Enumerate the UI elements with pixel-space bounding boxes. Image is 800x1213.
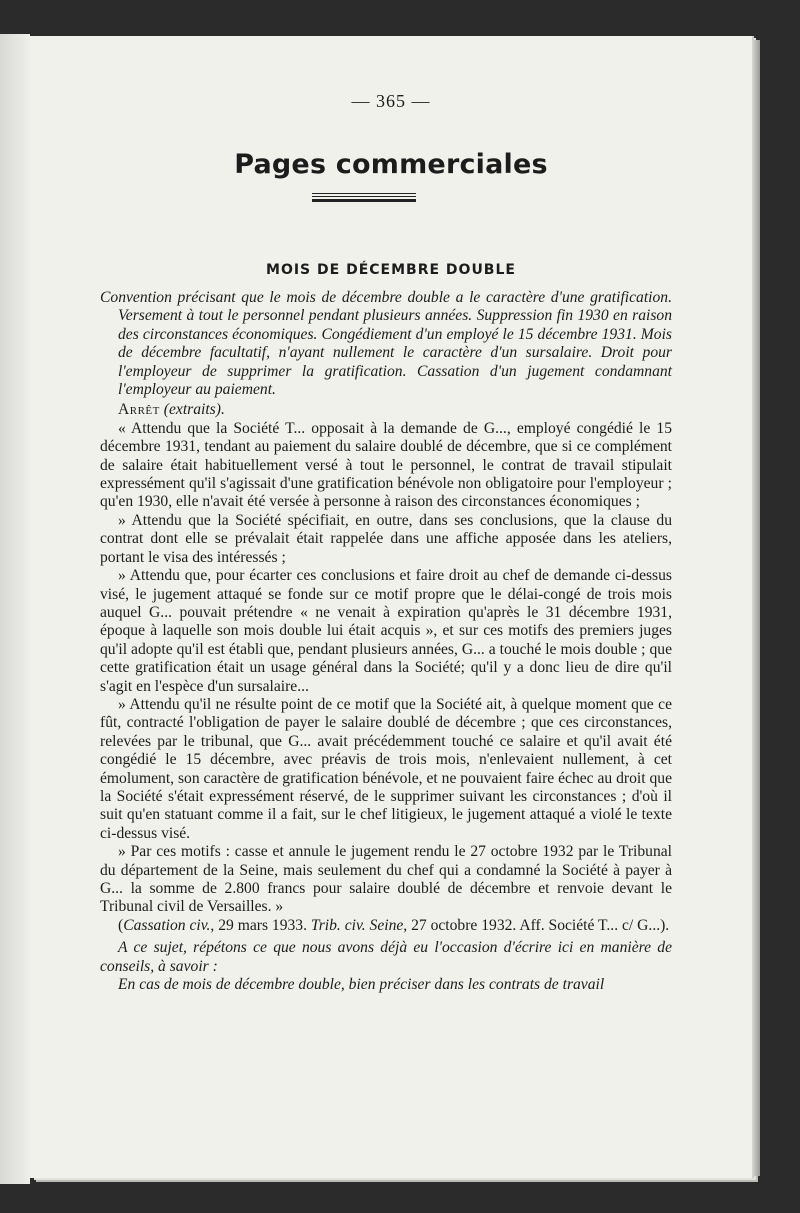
body-paragraph: » Attendu qu'il ne résulte point de ce motif que la Société ait, à quelque moment que ce fût, contracté l'obligation de payer le salaire doublé de décembre ; que ces circonstances, relevées par le tribunal, que G... avait précédemment touché ce salaire et qu'il avait été congédié le 15 décembre, avec préavis de trois mois, n'enlevaient nullement, à cet émolument, son caractère de gratification bénévole, et ne pouvaient faire échec au droit que la Société s'était expressément réservé, de le supprimer suivant les circonstances ; d'où il suit qu'en statuant comme il a fait, sur le chef litigieux, le jugement attaqué a violé le texte ci-dessus visé.	[100, 695, 672, 842]
body-paragraph: » Attendu que la Société spécifiait, en outre, dans ses conclusions, que la clause du contrat dont elle se prévalait était rappelée dans une affiche apposée dans les ateliers, portant le visa des intéressés ;	[100, 511, 672, 566]
document-page	[30, 36, 752, 1178]
arret-line	[100, 401, 672, 419]
title-rule	[312, 193, 416, 202]
arret-label: Arrêt	[118, 401, 160, 419]
facing-page-edge	[0, 34, 30, 1184]
citation: (Cassation civ., 29 mars 1933. Trib. civ. Seine, 27 octobre 1932. Aff. Société T... c/ G...).	[118, 916, 670, 934]
body-paragraph: « Attendu que la Société T... opposait à la demande de G..., employé congédié le 15 décembre 1931, tendant au paiement du salaire doublé de décembre, que si ce complément de salaire était habituellement versé à tout le personnel, le contrat de travail stipulait expressément qu'il s'agissait d'une gratification bénévole non obligatoire pour l'employeur ; qu'en 1930, elle n'avait été versée à personne à raison des circonstances économiques ;	[100, 419, 672, 511]
summary-paragraph: Convention précisant que le mois de décembre double a le caractère d'une gratification. Versement à tout le personnel pendant plusieurs années. Suppression fin 1930 en raison des circonstances économiques. Congédiement d'un employé le 15 décembre 1931. Mois de décembre facultatif, n'ayant nullement le caractère d'un sursalaire. Droit pour l'employeur de supprimer la gratification. Cassation d'un jugement condamnant l'employeur au paiement.	[100, 289, 672, 399]
page-stack-edge	[752, 40, 760, 1176]
section-heading: MOIS DE DÉCEMBRE DOUBLE	[266, 262, 516, 278]
body-paragraph: » Par ces motifs : casse et annule le jugement rendu le 27 octobre 1932 par le Tribunal du département de la Seine, mais seulement du chef qui a condamné la Société à payer à G... la somme de 2.800 francs pour salaire doublé de décembre et renvoie devant le Tribunal civil de Versailles. »	[100, 843, 672, 916]
citation-court-1: Cassation civ.	[123, 916, 211, 934]
citation-date-1: , 29 mars 1933.	[210, 916, 311, 934]
citation-rest: , 27 octobre 1932. Aff. Société T... c/ G...).	[403, 916, 670, 934]
page-number: — 365 —	[351, 91, 431, 111]
note-paragraph: En cas de mois de décembre double, bien préciser dans les contrats de travail	[118, 976, 605, 994]
body-paragraph: » Attendu que, pour écarter ces conclusions et faire droit au chef de demande ci-dessus visé, le jugement attaqué se fonde sur ce motif propre que le délai-congé de trois mois auquel G... pouvait prétendre « ne venait à expiration qu'après le 31 décembre 1931, époque à laquelle son mois double lui était acquis », et sur ces motifs des premiers juges qu'il adopte qu'il est établi que, pendant plusieurs années, G... a touché le mois double ; que cette gratification était un usage général dans la Société; qu'il y a donc lieu de dire qu'il s'agit en l'espèce d'un sursalaire...	[100, 567, 672, 695]
citation-court-2: Trib. civ. Seine	[310, 916, 404, 934]
note-paragraph: A ce sujet, répétons ce que nous avons déjà eu l'occasion d'écrire ici en manière de conseils, à savoir :	[100, 939, 672, 975]
page-title: Pages commerciales	[234, 149, 548, 180]
arret-extraits: (extraits).	[163, 401, 225, 419]
article-body	[100, 289, 672, 994]
